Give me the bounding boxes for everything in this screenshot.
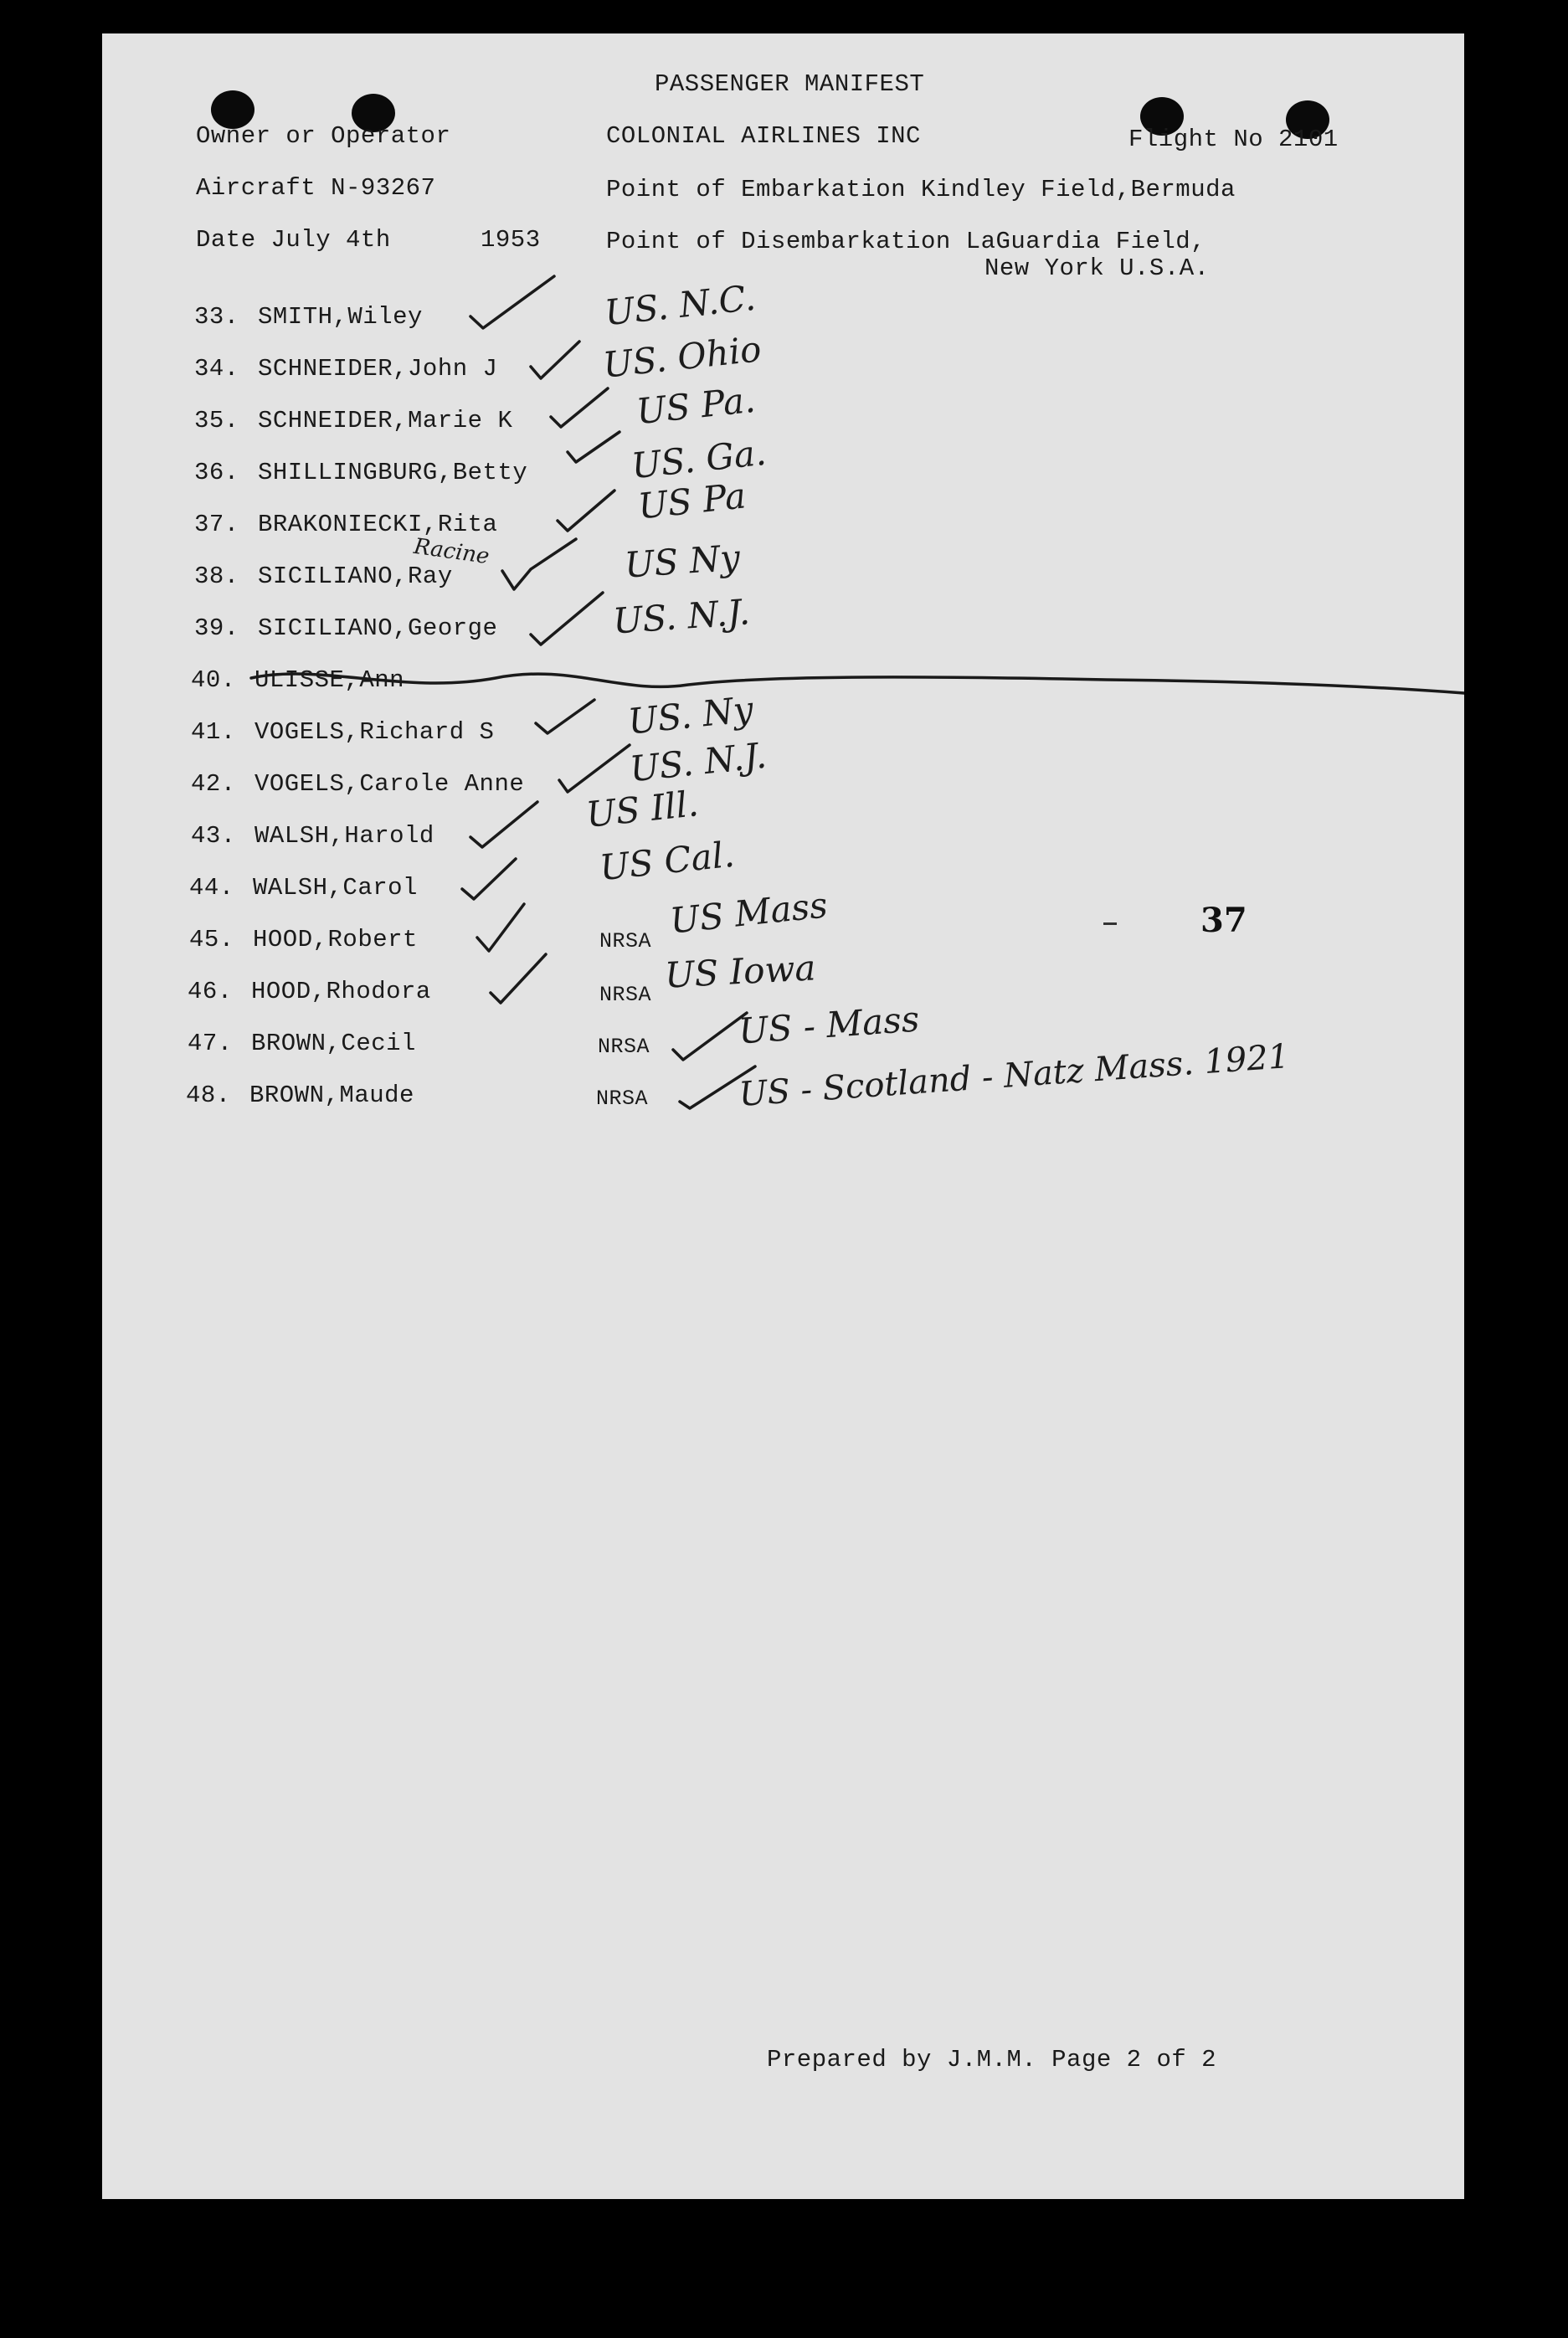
passenger-name: BROWN,Maude: [249, 1082, 414, 1109]
citizenship-note: US Mass: [667, 884, 830, 942]
nrsa-marker: NRSA: [598, 1035, 650, 1059]
manifest-title: PASSENGER MANIFEST: [655, 70, 925, 98]
check-mark: [673, 1013, 747, 1060]
check-mark: [551, 388, 608, 427]
check-mark: [462, 859, 516, 899]
check-mark: [558, 491, 614, 531]
citizenship-note: US. N.J.: [611, 591, 752, 642]
row-number: 47.: [188, 1030, 233, 1057]
flight-date: Date July 4th: [196, 226, 391, 254]
citizenship-note: US - Mass: [737, 998, 921, 1052]
aircraft-number: Aircraft N-93267: [196, 174, 436, 202]
passenger-name: SICILIANO,George: [258, 614, 498, 642]
strike-line: [251, 674, 1464, 693]
row-number: 34.: [194, 355, 239, 383]
passenger-name: HOOD,Rhodora: [251, 978, 431, 1005]
citizenship-note: US Pa: [635, 475, 748, 527]
citizenship-note: US - Scotland - Natz Mass. 1921: [738, 1037, 1291, 1114]
row-number: 39.: [194, 614, 239, 642]
flight-number: Flight No 2101: [1128, 126, 1339, 153]
citizenship-note: US. N.J.: [627, 734, 769, 790]
citizenship-note: US. N.C.: [602, 276, 758, 334]
row-number: 41.: [191, 718, 236, 746]
row-number: 46.: [188, 978, 233, 1005]
citizenship-note: US. Ga.: [629, 431, 769, 487]
row-number: 42.: [191, 770, 236, 798]
nrsa-marker: NRSA: [596, 1087, 649, 1111]
row-number: 35.: [194, 407, 239, 434]
flight-year: 1953: [481, 226, 541, 254]
passenger-name: BRAKONIECKI,Rita: [258, 511, 498, 538]
check-mark: [559, 745, 630, 792]
row-number: 48.: [186, 1082, 231, 1109]
disembarkation-point: Point of Disembarkation LaGuardia Field,: [606, 228, 1206, 255]
check-mark: [536, 700, 594, 733]
passenger-name: VOGELS,Carole Anne: [254, 770, 525, 798]
row-number: 33.: [194, 303, 239, 331]
page-stamp-number: 37: [1200, 901, 1247, 940]
passenger-name: WALSH,Harold: [254, 822, 434, 850]
passenger-name: SHILLINGBURG,Betty: [258, 459, 528, 486]
passenger-name: SCHNEIDER,John J: [258, 355, 498, 383]
row-number: 37.: [194, 511, 239, 538]
racine-annotation: Racine: [412, 533, 491, 570]
check-mark: [531, 593, 603, 645]
check-mark: [680, 1066, 755, 1108]
passenger-name: WALSH,Carol: [253, 874, 418, 902]
citizenship-note: US. Ny: [625, 688, 756, 743]
citizenship-note: US Iowa: [663, 947, 817, 996]
passenger-name-struck: ULISSE,Ann: [254, 666, 405, 694]
passenger-name: SMITH,Wiley: [258, 303, 423, 331]
row-number: 44.: [189, 874, 234, 902]
owner-label: Owner or Operator: [196, 122, 451, 150]
row-number: 38.: [194, 563, 239, 590]
manifest-page: [102, 33, 1464, 2199]
row-number: 43.: [191, 822, 236, 850]
disembarkation-point-2: New York U.S.A.: [984, 254, 1210, 282]
handwritten-marks: [102, 33, 1464, 1205]
citizenship-note: US Cal.: [597, 833, 737, 889]
passenger-name: SICILIANO,Ray: [258, 563, 453, 590]
check-mark: [470, 802, 537, 847]
check-mark: [568, 432, 619, 462]
passenger-name: SCHNEIDER,Marie K: [258, 407, 513, 434]
nrsa-marker: NRSA: [599, 929, 652, 953]
check-mark: [502, 539, 576, 589]
check-mark: [470, 276, 554, 328]
citizenship-note: US Ill.: [584, 783, 701, 835]
check-mark: [477, 904, 524, 951]
embarkation-point: Point of Embarkation Kindley Field,Bermuda: [606, 176, 1236, 203]
row-number: 45.: [189, 926, 234, 953]
row-number: 36.: [194, 459, 239, 486]
row-number: 40.: [191, 666, 236, 694]
check-mark: [491, 954, 546, 1003]
passenger-name: BROWN,Cecil: [251, 1030, 416, 1057]
operator-name: COLONIAL AIRLINES INC: [606, 122, 921, 150]
nrsa-marker: NRSA: [599, 983, 652, 1007]
citizenship-note: US. Ohio: [600, 328, 763, 386]
citizenship-note: US Ny: [623, 537, 742, 586]
passenger-name: HOOD,Robert: [253, 926, 418, 953]
check-mark: [531, 342, 579, 378]
citizenship-note: US Pa.: [634, 378, 758, 433]
prepared-by-footer: Prepared by J.M.M. Page 2 of 2: [767, 2046, 1217, 2073]
passenger-name: VOGELS,Richard S: [254, 718, 495, 746]
